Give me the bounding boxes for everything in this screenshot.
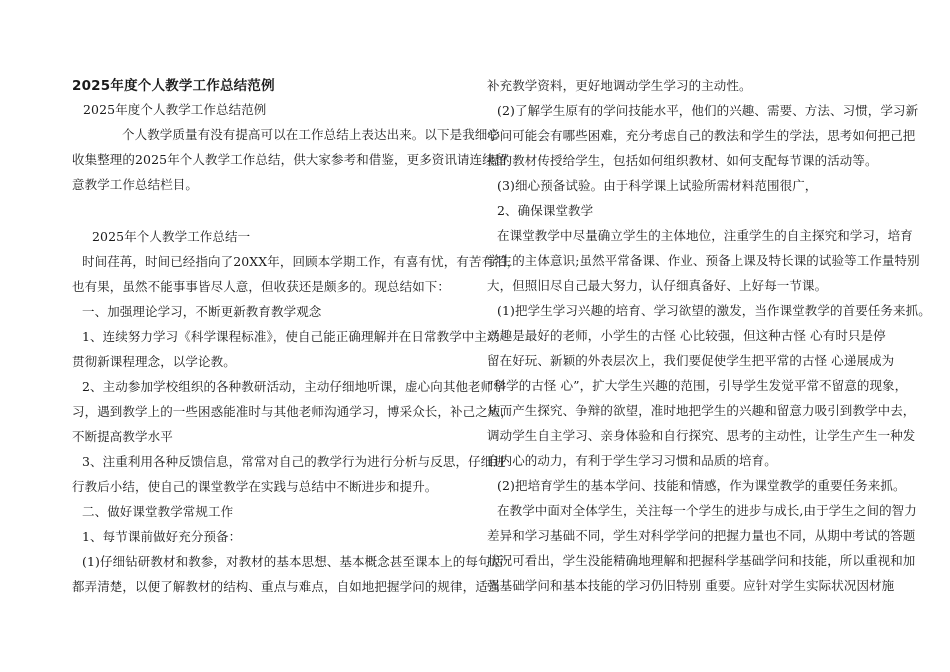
paragraph-line: 也有果，虽然不能事事皆尽人意，但收获还是颇多的。现总结如下： bbox=[72, 279, 451, 294]
paragraph-line: 不断提高教学水平 bbox=[72, 429, 173, 444]
subtitle-line: 2025年度个人教学工作总结范例 bbox=[83, 102, 267, 117]
paragraph-line: (2)把培育学生的基本学问、技能和情感，作为课堂教学的重要任务来抓。 bbox=[497, 478, 906, 493]
paragraph-line: 差异和学习基础不同，学生对科学学问的把握力量也不同，从期中考试的答题 bbox=[487, 528, 916, 543]
paragraph-line: 2、主动参加学校组织的各种教研活动，主动仔细地听课，虚心向其他老师学 bbox=[82, 379, 506, 394]
paragraph-line: 从而产生探究、争辩的欲望，准时地把学生的兴趣和留意力吸引到教学中去， bbox=[487, 403, 916, 418]
paragraph-line: 状况可看出，学生没能精确地理解和把握科学基础学问和技能，所以重视和加 bbox=[487, 553, 916, 568]
paragraph-line: 习，遇到教学上的一些困惑能准时与其他老师沟通学习，博采众长，补己之短， bbox=[72, 404, 514, 419]
paragraph-line: 在课堂教学中尽量确立学生的主体地位，注重学生的自主探究和学习，培育 bbox=[497, 228, 913, 243]
paragraph-line: (1)把学生学习兴趣的培育、学习欲望的激发，当作课堂教学的首要任务来抓。 bbox=[497, 303, 931, 318]
paragraph-line: “科学的古怪 心”，扩大学生兴趣的范围，引导学生发觉平常不留意的现象， bbox=[487, 378, 908, 393]
paragraph-line: 握的教材传授给学生，包括如何组织教材、如何支配每节课的活动等。 bbox=[487, 153, 878, 168]
paragraph-line: 2、确保课堂教学 bbox=[497, 203, 594, 218]
paragraph-line: 学问可能会有哪些困难，充分考虑自己的教法和学生的学法，思考如何把己把 bbox=[487, 128, 916, 143]
paragraph-line: 调动学生自主学习、亲身体验和自行探究、思考的主动性，让学生产生一种发 bbox=[487, 428, 916, 443]
intro-line-2: 收集整理的2025年个人教学工作总结，供大家参考和借鉴，更多资讯请连续留 bbox=[72, 152, 508, 167]
paragraph-line: 3、注重利用各种反馈信息，常常对自己的教学行为进行分析与反思，仔细进 bbox=[82, 454, 506, 469]
paragraph-line: 贯彻新课程理念，以学论教。 bbox=[72, 354, 236, 369]
paragraph-line: 行教后小结，使自己的课堂教学在实践与总结中不断进步和提升。 bbox=[72, 479, 438, 494]
paragraph-line: 强基础学问和基本技能的学习仍旧特别 重要。应针对学生实际状况因材施 bbox=[487, 578, 895, 593]
paragraph-line: (1)仔细钻研教材和教参，对教材的基本思想、基本概念甚至课本上的每句话 bbox=[82, 554, 504, 569]
intro-line-1: 个人教学质量有没有提高可以在工作总结上表达出来。以下是我细心 bbox=[122, 127, 501, 142]
paragraph-line: 兴趣是最好的老师，小学生的古怪 心比较强，但这种古怪 心有时只是停 bbox=[487, 328, 886, 343]
paragraph-line: (3)细心预备试验。由于科学课上试验所需材料范围很广， bbox=[497, 178, 818, 193]
document-title: 2025年度个人教学工作总结范例 bbox=[72, 78, 275, 94]
paragraph-line: 大，但照旧尽自己最大努力，认仔细真备好、上好每一节课。 bbox=[487, 278, 828, 293]
paragraph-line: 补充教学资料，更好地调动学生学习的主动性。 bbox=[487, 78, 752, 93]
paragraph-line: 1、连续努力学习《科学课程标准》，使自己能正确理解并在日常教学中主动 bbox=[82, 329, 500, 344]
paragraph-line: 1、每节课前做好充分预备： bbox=[82, 529, 242, 544]
paragraph-line: 一、加强理论学习，不断更新教育教学观念 bbox=[82, 304, 322, 319]
section-heading: 2025年个人教学工作总结一 bbox=[92, 229, 251, 244]
paragraph-line: 自内心的动力，有利于学生学习习惯和品质的培育。 bbox=[487, 453, 777, 468]
paragraph-line: (2)了解学生原有的学问技能水平，他们的兴趣、需要、方法、习惯，学习新 bbox=[497, 103, 919, 118]
paragraph-line: 在教学中面对全体学生，关注每一个学生的进步与成长,由于学生之间的智力 bbox=[497, 503, 917, 518]
paragraph-line: 都弄清楚，以便了解教材的结构、重点与难点，自如地把握学问的规律，适当 bbox=[72, 579, 501, 594]
paragraph-line: 留在好玩、新颖的外表层次上，我们要促使学生把平常的古怪 心递展成为 bbox=[487, 353, 895, 368]
intro-line-3: 意教学工作总结栏目。 bbox=[72, 177, 199, 192]
paragraph-line: 学生的主体意识;虽然平常备课、作业、预备上课及特长课的试验等工作量特别 bbox=[487, 253, 920, 268]
paragraph-line: 时间荏苒，时间已经指向了20XX年，回顾本学期工作，有喜有忧，有苦有泪， bbox=[82, 254, 520, 269]
paragraph-line: 二、做好课堂教学常规工作 bbox=[82, 504, 234, 519]
